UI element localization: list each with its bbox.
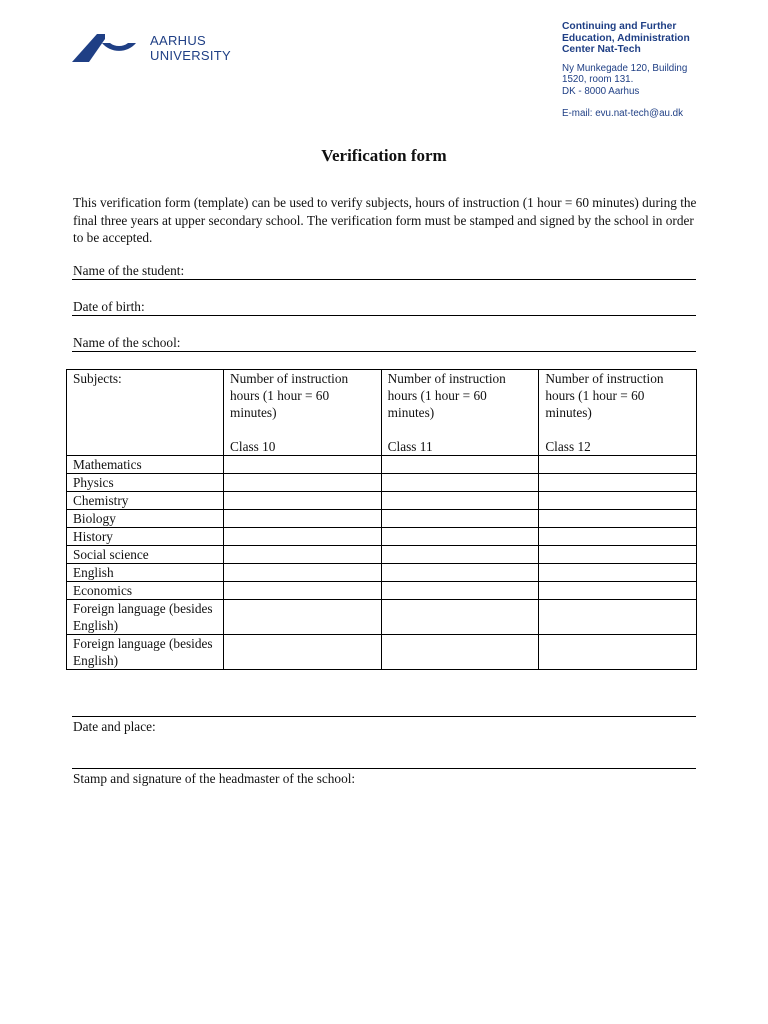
instruction-hours-table [66, 369, 697, 670]
university-logo [72, 32, 231, 64]
hours-cell-class-11[interactable] [381, 510, 539, 528]
subjects-header-cell [67, 370, 224, 456]
hours-cell-class-12[interactable] [539, 582, 697, 600]
hours-cell-class-12[interactable] [539, 635, 697, 670]
logo-line-university: UNIVERSITY [150, 48, 232, 63]
hours-header-text: Number of instruction hours (1 hour = 60 minutes) [545, 371, 664, 420]
hours-cell-class-12[interactable] [539, 546, 697, 564]
intro-paragraph: This verification form (template) can be used to verify subjects, hours of instruction (1 hour = 60 minutes) during the final three years at upper secondary school. The verification form must be stamped and signed by the school in order to be accepted. [73, 195, 697, 246]
hours-cell-class-12[interactable] [539, 528, 697, 546]
table-row [67, 564, 697, 582]
class-11-header-cell [381, 370, 539, 456]
class-11-label: Class 11 [387, 439, 433, 454]
subject-name: History [67, 528, 224, 546]
hours-header-text: Number of instruction hours (1 hour = 60 minutes) [387, 371, 506, 420]
stamp-signature-line[interactable] [72, 768, 696, 769]
logo-wordmark [150, 33, 231, 63]
hours-cell-class-11[interactable] [381, 528, 539, 546]
subjects-header: Subjects: [73, 371, 122, 386]
subject-name: Social science [67, 546, 224, 564]
table-row [67, 546, 697, 564]
hours-cell-class-11[interactable] [381, 635, 539, 670]
hours-cell-class-10[interactable] [224, 510, 382, 528]
table-row [67, 528, 697, 546]
class-10-header-cell [224, 370, 382, 456]
table-row [67, 474, 697, 492]
subject-name: Economics [67, 582, 224, 600]
hours-cell-class-11[interactable] [381, 600, 539, 635]
subject-name: Foreign language (besides English) [67, 635, 224, 670]
hours-cell-class-12[interactable] [539, 492, 697, 510]
hours-header-text: Number of instruction hours (1 hour = 60 minutes) [230, 371, 349, 420]
hours-cell-class-10[interactable] [224, 582, 382, 600]
table-header-row [67, 370, 697, 456]
hours-cell-class-12[interactable] [539, 474, 697, 492]
hours-cell-class-10[interactable] [224, 635, 382, 670]
class-10-label: Class 10 [230, 439, 276, 454]
hours-cell-class-11[interactable] [381, 546, 539, 564]
date-place-line[interactable] [72, 716, 696, 717]
date-place-label: Date and place: [73, 719, 156, 734]
hours-cell-class-10[interactable] [224, 456, 382, 474]
contact-block [562, 21, 762, 119]
school-name-label: Name of the school: [73, 335, 181, 350]
birth-date-field[interactable] [72, 299, 696, 316]
contact-email: E-mail: evu.nat-tech@au.dk [562, 107, 684, 119]
student-name-field[interactable] [72, 263, 696, 280]
hours-cell-class-11[interactable] [381, 492, 539, 510]
student-name-label: Name of the student: [73, 263, 185, 278]
subject-name: Mathematics [67, 456, 224, 474]
hours-cell-class-11[interactable] [381, 582, 539, 600]
subject-name: Biology [67, 510, 224, 528]
birth-date-label: Date of birth: [73, 299, 145, 314]
hours-cell-class-12[interactable] [539, 600, 697, 635]
stamp-signature-label: Stamp and signature of the headmaster of the school: [73, 771, 356, 786]
class-12-header-cell [539, 370, 697, 456]
hours-cell-class-12[interactable] [539, 456, 697, 474]
hours-cell-class-10[interactable] [224, 492, 382, 510]
table-row [67, 635, 697, 670]
table-row [67, 492, 697, 510]
table-row [67, 510, 697, 528]
hours-cell-class-10[interactable] [224, 474, 382, 492]
hours-cell-class-10[interactable] [224, 528, 382, 546]
subject-name: English [67, 564, 224, 582]
class-12-label: Class 12 [545, 439, 591, 454]
hours-cell-class-10[interactable] [224, 564, 382, 582]
school-name-field[interactable] [72, 335, 696, 352]
hours-cell-class-11[interactable] [381, 456, 539, 474]
hours-cell-class-11[interactable] [381, 564, 539, 582]
table-row [67, 582, 697, 600]
hours-cell-class-10[interactable] [224, 546, 382, 564]
subject-name: Physics [67, 474, 224, 492]
contact-department: Continuing and Further Education, Administration Center Nat-Tech [562, 21, 690, 56]
hours-cell-class-10[interactable] [224, 600, 382, 635]
subject-name: Foreign language (besides English) [67, 600, 224, 635]
table-row [67, 600, 697, 635]
table-row [67, 456, 697, 474]
contact-address: Ny Munkegade 120, Building 1520, room 131. DK - 8000 Aarhus [562, 62, 688, 97]
hours-cell-class-11[interactable] [381, 474, 539, 492]
hours-cell-class-12[interactable] [539, 564, 697, 582]
aarhus-university-seal-icon [72, 32, 136, 64]
hours-cell-class-12[interactable] [539, 510, 697, 528]
subject-name: Chemistry [67, 492, 224, 510]
logo-line-aarhus: AARHUS [150, 33, 206, 48]
page-title: Verification form [321, 146, 447, 165]
